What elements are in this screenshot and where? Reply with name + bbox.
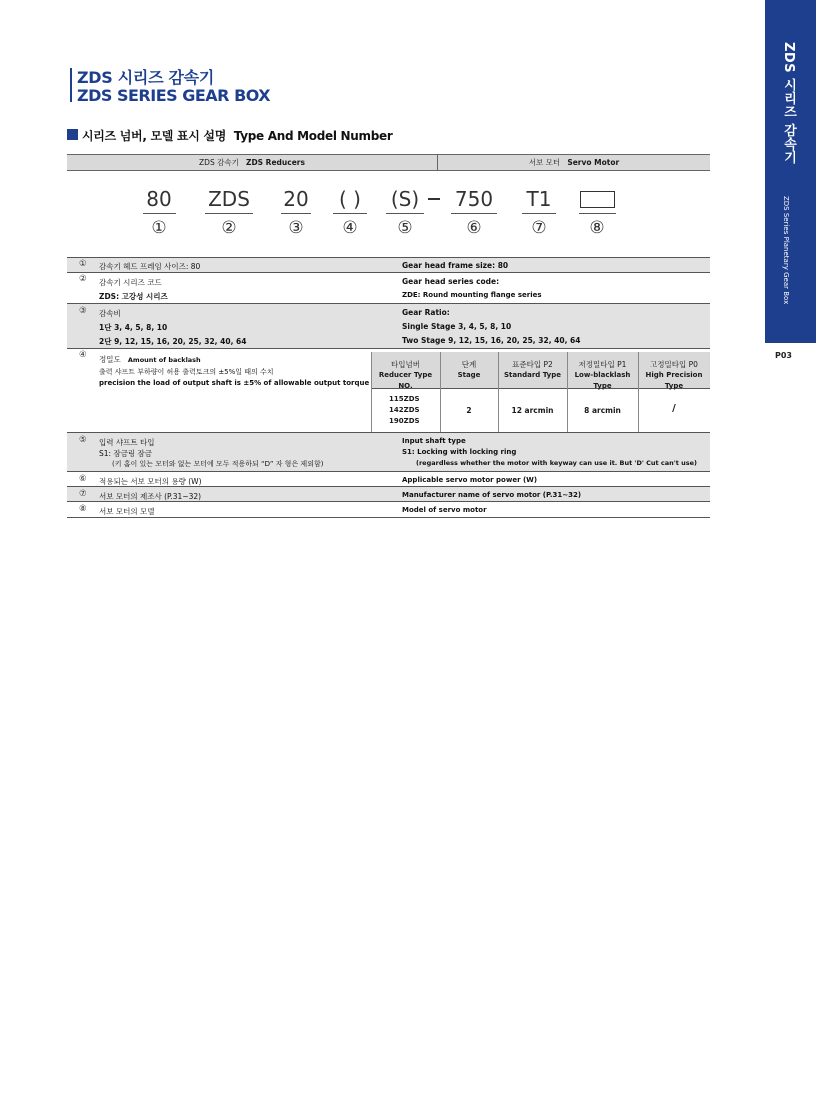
code-motor-power: 750: [454, 187, 494, 211]
header-servo-korean: 서보 모터: [528, 158, 561, 167]
header-en: High Precision Type: [645, 371, 703, 390]
precision-type-list: [371, 394, 440, 427]
row-1-english: Gear head frame size: 80: [402, 261, 509, 270]
row-2-english-detail: ZDE: Round mounting flange series: [402, 291, 542, 299]
code-underline: [205, 213, 253, 214]
row-7-korean: 서보 모터의 제조사 (P.31~32): [99, 492, 202, 501]
code-series: ZDS: [208, 187, 250, 211]
code-number: ①: [151, 218, 167, 238]
header-ko: 표준타입 P2: [512, 360, 553, 369]
row-1-korean: 감속기 헤드 프레임 사이즈: 80: [99, 262, 201, 271]
header-servo-motor: [438, 157, 710, 168]
table-rule: [67, 432, 710, 433]
code-number: ⑧: [589, 218, 605, 238]
code-underline: [386, 213, 424, 214]
header-en: Low-blacklash Type: [574, 371, 631, 390]
row-number: ②: [79, 274, 87, 284]
header-en: Stage: [457, 371, 481, 379]
row-8-english: Model of servo motor: [402, 506, 487, 514]
code-number: ⑤: [397, 218, 413, 238]
row-4-korean: [99, 354, 201, 365]
code-precision: ( ): [339, 187, 361, 211]
row-3-korean-two: 2단 9, 12, 15, 16, 20, 25, 32, 40, 64: [99, 337, 247, 346]
header-servo-english: Servo Motor: [567, 158, 620, 167]
table-rule: [67, 303, 710, 304]
table-rule: [67, 471, 710, 472]
type-number: 190ZDS: [389, 417, 420, 425]
row-7-english: Manufacturer name of servo motor (P.31~32): [402, 491, 582, 499]
type-number: 115ZDS: [389, 395, 420, 403]
row-number: ④: [79, 350, 87, 360]
row-2-english: Gear head series code:: [402, 277, 500, 286]
code-underline: [451, 213, 497, 214]
code-underline: [281, 213, 311, 214]
page-title-english: ZDS SERIES GEAR BOX: [77, 86, 271, 105]
header-ko: 타입넘버: [391, 360, 420, 369]
precision-p2-value: 12 arcmin: [511, 406, 554, 415]
header-reducers-english: ZDS Reducers: [246, 158, 305, 167]
table-rule: [67, 517, 710, 518]
type-number: 142ZDS: [389, 406, 420, 414]
row-5-korean: 입력 샤프트 타입: [99, 438, 155, 447]
header-en: Reducer Type NO.: [378, 371, 433, 390]
code-number: ②: [221, 218, 237, 238]
code-number: ⑦: [531, 218, 547, 238]
table-rule: [67, 257, 710, 258]
code-number: ⑥: [466, 218, 482, 238]
code-ratio: 20: [283, 187, 309, 211]
header-reducers: [67, 157, 437, 168]
row-3-korean-single: 1단 3, 4, 5, 8, 10: [99, 323, 168, 332]
precision-p1-value: 8 arcmin: [584, 406, 621, 415]
title-accent-bar: [70, 68, 72, 102]
row-8-korean: 서보 모터의 모델: [99, 507, 155, 516]
row-number: ⑧: [79, 504, 87, 514]
row-2-korean-detail: ZDS: 고강성 시리즈: [99, 292, 168, 301]
row-6-korean: 적용되는 서보 모터의 용량 (W): [99, 477, 202, 486]
row-number: ③: [79, 306, 87, 316]
header-reducers-korean: ZDS 감속기: [199, 158, 239, 167]
row-5-english-s1: S1: Locking with locking ring: [402, 448, 517, 456]
row-5-korean-note: (키 홈이 있는 모터와 없는 모터에 모두 적용하되 “D” 자 형은 제외함): [112, 460, 324, 468]
code-underline: [579, 213, 616, 214]
precision-header-p1: [567, 359, 638, 392]
row-5-korean-s1: S1: 잠금링 잠금: [99, 449, 153, 458]
precision-header-stage: [440, 359, 498, 381]
code-number: ③: [288, 218, 304, 238]
row-4-korean-label: 정밀도: [99, 355, 121, 364]
header-ko: 저정밀타입 P1: [578, 360, 627, 369]
precision-header-p0: [638, 359, 710, 392]
row-5-english-note: (regardless whether the motor with keyway can use it. But 'D' Cut can't use): [416, 459, 697, 467]
row-number: ⑥: [79, 474, 87, 484]
row-3-english-single: Single Stage 3, 4, 5, 8, 10: [402, 322, 512, 331]
precision-header-p2: [498, 359, 567, 381]
row-3-korean: 감속비: [99, 309, 121, 318]
row-4-english-label: Amount of backlash: [127, 356, 201, 364]
code-underline: [143, 213, 176, 214]
code-manufacturer: T1: [526, 187, 552, 211]
row-4-english-detail: precision the load of output shaft is ±5% of allowable output torque: [99, 379, 370, 387]
side-tab-subtitle: ZDS Series Planetary Gear Box: [782, 196, 790, 305]
precision-p0-value: /: [672, 403, 676, 414]
section-heading-korean: 시리즈 넘버, 모델 표시 설명: [82, 129, 226, 143]
row-6-english: Applicable servo motor power (W): [402, 476, 538, 484]
table-rule: [67, 348, 710, 349]
page-title-korean: ZDS 시리즈 감속기: [77, 68, 214, 87]
row-4-korean-detail: 출력 샤프트 부하량이 허용 출력토크의 ±5%일 때의 수치: [99, 368, 274, 376]
side-tab-title: ZDS 시리즈 감속기: [781, 42, 796, 165]
code-underline: [522, 213, 556, 214]
header-ko: 고정밀타입 P0: [650, 360, 698, 369]
row-3-english-two: Two Stage 9, 12, 15, 16, 20, 25, 32, 40, 64: [402, 336, 581, 345]
row-2-korean: 감속기 시리즈 코드: [99, 278, 162, 287]
row-number: ⑦: [79, 489, 87, 499]
page-number: P03: [775, 351, 792, 360]
section-heading-english: Type And Model Number: [233, 129, 393, 143]
header-en: Standard Type: [504, 371, 561, 379]
code-motor-model-box: [580, 191, 615, 208]
row-number: ⑤: [79, 435, 87, 445]
row-3-english: Gear Ratio:: [402, 308, 450, 317]
code-underline: [333, 213, 367, 214]
section-heading: [82, 127, 392, 144]
section-bullet-icon: [67, 129, 78, 140]
precision-stage-value: 2: [466, 406, 472, 415]
row-number: ①: [79, 259, 87, 269]
code-number: ④: [342, 218, 358, 238]
code-dash: [428, 198, 440, 200]
row-5-english: Input shaft type: [402, 437, 466, 445]
precision-header-type: [371, 359, 440, 392]
code-shaft-type: (S): [390, 187, 420, 211]
header-ko: 단계: [461, 360, 477, 369]
table-rule: [67, 272, 710, 273]
code-frame-size: 80: [146, 187, 172, 211]
